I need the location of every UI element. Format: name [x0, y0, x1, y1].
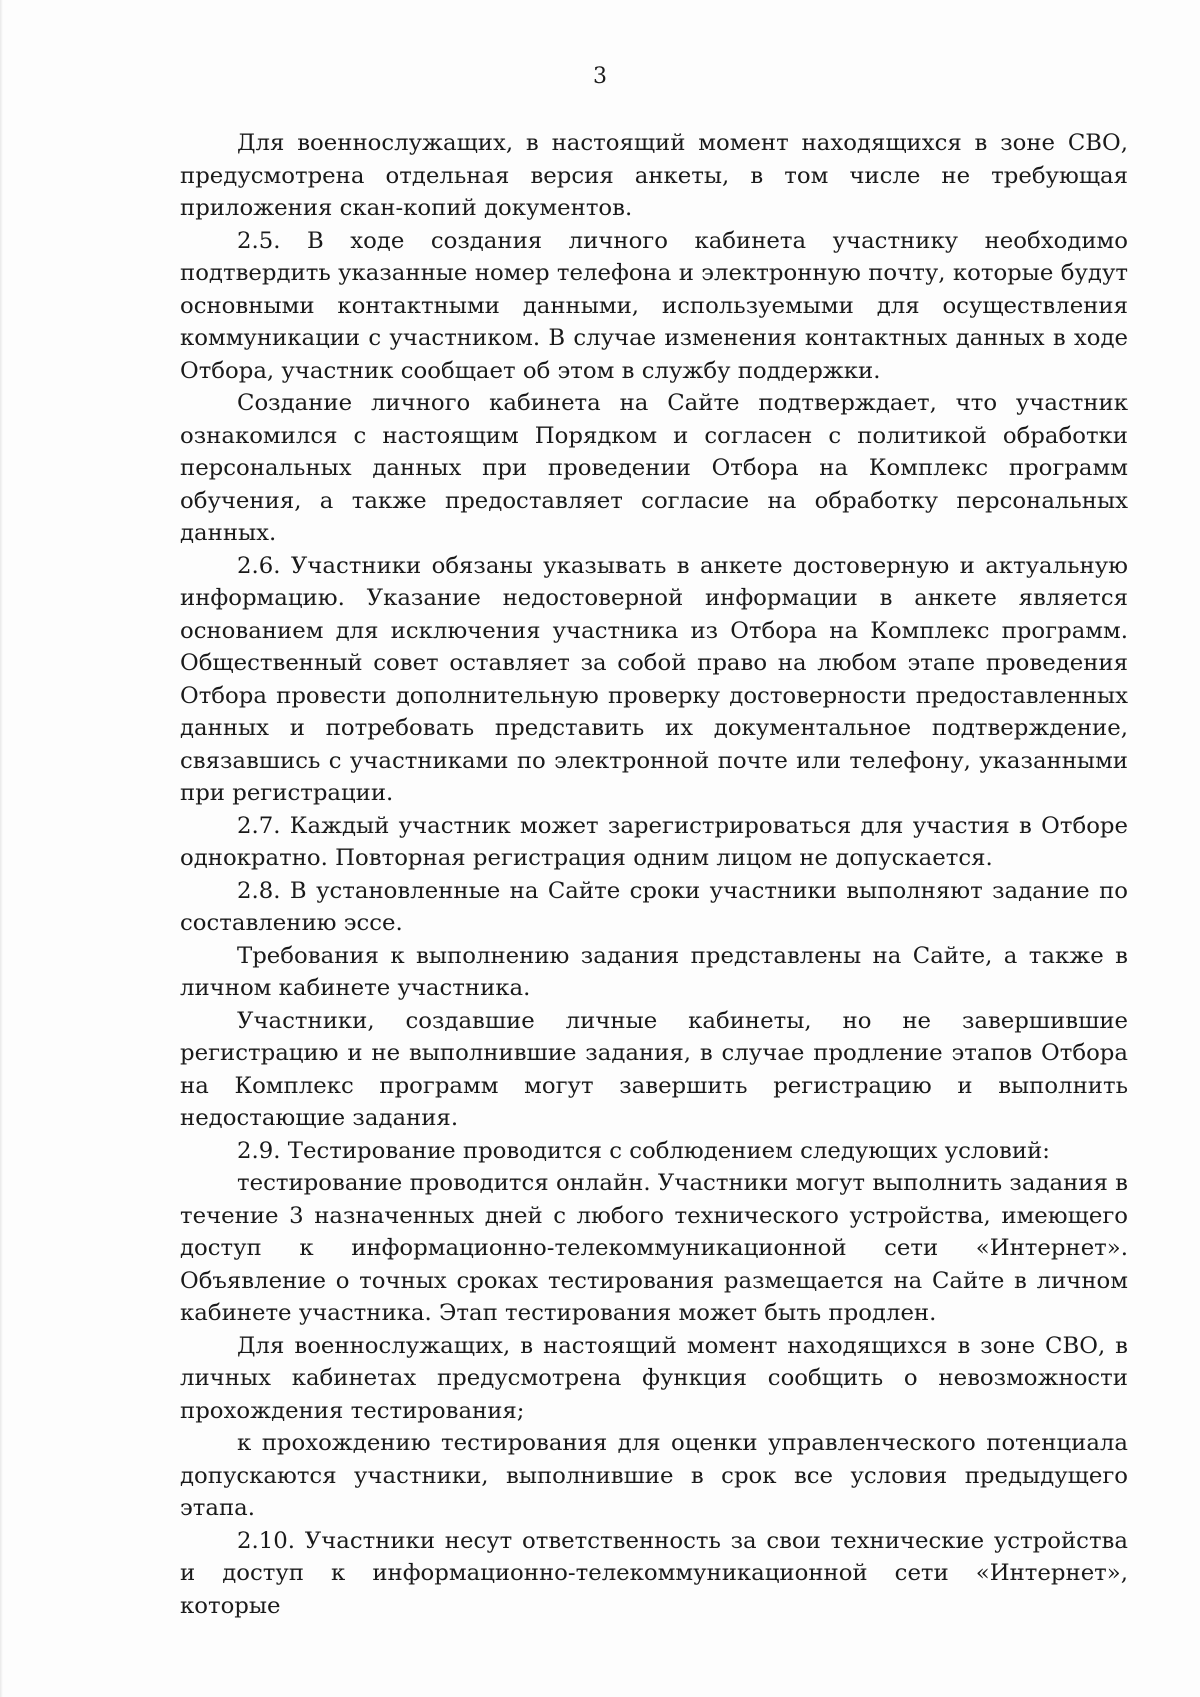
- paragraph-testing-admission: к прохождению тестирования для оценки управленческого потенциала допускаются участники, выполнившие в срок все условия предыдущего этапа.: [180, 1430, 1128, 1521]
- paragraph-task-requirements: Требования к выполнению задания представлены на Сайте, а также в личном кабинете участника.: [180, 942, 1128, 1001]
- paragraph-2-6: 2.6. Участники обязаны указывать в анкете достоверную и актуальную информацию. Указание недостоверной информации в анкете является основанием для исключения участника из Отбора на Комплекс программ. Общественный совет оставляет за собой право на любом этапе проведения Отбора провести дополнительную проверку достоверности предоставленных данных и потребовать представить их документальное подтверждение, связавшись с участниками по электронной почте или телефону, указанными при регистрации.: [180, 552, 1128, 806]
- paragraph-svo-testing: Для военнослужащих, в настоящий момент находящихся в зоне СВО, в личных кабинетах предусмотрена функция сообщить о невозможности прохождения тестирования;: [180, 1332, 1128, 1424]
- scan-edge-shadow: [0, 0, 3, 1697]
- paragraph-svo-questionnaire: Для военнослужащих, в настоящий момент находящихся в зоне СВО, предусмотрена отдельная версия анкеты, в том числе не требующая приложения скан-копий документов.: [180, 130, 1128, 221]
- paragraph-incomplete-registration: Участники, создавшие личные кабинеты, но не завершившие регистрацию и не выполнившие задания, в случае продление этапов Отбора на Комплекс программ могут завершить регистрацию и выполнить недостающие задания.: [180, 1007, 1128, 1131]
- paragraph-2-5: 2.5. В ходе создания личного кабинета участнику необходимо подтвердить указанные номер телефона и электронную почту, которые будут основными контактными данными, используемыми для осуществления коммуникации с участником. В случае изменения контактных данных в ходе Отбора, участник сообщает об этом в службу поддержки.: [180, 227, 1128, 384]
- paragraph-2-9: 2.9. Тестирование проводится с соблюдением следующих условий:: [237, 1137, 1050, 1164]
- document-body: [180, 127, 1128, 1622]
- page-number: 3: [593, 64, 607, 89]
- paragraph-2-7: 2.7. Каждый участник может зарегистрироваться для участия в Отборе однократно. Повторная регистрация одним лицом не допускается.: [180, 812, 1128, 871]
- paragraph-personal-account-consent: Создание личного кабинета на Сайте подтверждает, что участник ознакомился с настоящим Порядком и согласен с политикой обработки персональных данных при проведении Отбора на Комплекс программ обучения, а также предоставляет согласие на обработку персональных данных.: [180, 390, 1128, 546]
- paragraph-testing-online: тестирование проводится онлайн. Участники могут выполнить задания в течение 3 назначенных дней с любого технического устройства, имеющего доступ к информационно-телекоммуникационной сети «Интернет». Объявление о точных сроках тестирования размещается на Сайте в личном кабинете участника. Этап тестирования может быть продлен.: [180, 1170, 1128, 1326]
- paragraph-2-8: 2.8. В установленные на Сайте сроки участники выполняют задание по составлению эссе.: [180, 877, 1128, 936]
- paragraph-2-10: 2.10. Участники несут ответственность за свои технические устройства и доступ к информационно-телекоммуникационной сети «Интернет», которые: [180, 1527, 1128, 1619]
